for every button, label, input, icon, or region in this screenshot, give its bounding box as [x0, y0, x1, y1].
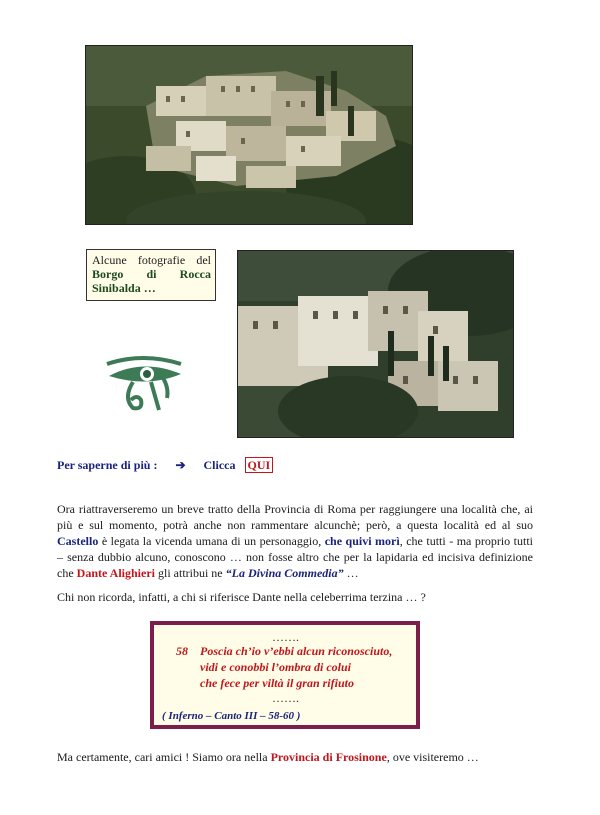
arrow-right-icon: ➔ [175, 458, 186, 472]
top-photo [85, 45, 413, 225]
paragraph-question: Chi non ricorda, infatti, a chi si riferisce Dante nella celeberrima terzina … ? [57, 590, 426, 604]
commedia-text: “La Divina Commedia” [225, 566, 344, 580]
caption-text: Alcune fotografie del [92, 253, 211, 267]
caption-di: di [146, 267, 157, 281]
verse-number: 58 [176, 644, 188, 658]
para1-text-4: gli attribui ne [154, 566, 226, 580]
paragraph-intro [57, 501, 533, 581]
more-info-label: Per saperne di più : [57, 458, 158, 472]
quote-reference: ( Inferno – Canto III – 58-60 ) [162, 710, 301, 722]
paragraph-frosinone [57, 749, 533, 765]
bottom-photo [237, 250, 514, 438]
dante-quote-box [150, 621, 420, 729]
photo-caption-box [86, 249, 216, 301]
caption-sinibalda: Sinibalda … [92, 281, 156, 295]
caption-rocca: Rocca [179, 267, 211, 281]
para1-text-1: Ora riattraverseremo un breve tratto della Provincia di Roma per raggiungere una località che, ai più e sul momento, potrà anche non rammentare alcunchè; però, a questa località ed al suo [57, 502, 533, 532]
quote-verse [176, 643, 392, 691]
bottom-photo-drawing [238, 251, 513, 437]
quivi-text: che quivi morì [324, 534, 400, 548]
more-info-line [57, 458, 273, 473]
top-photo-drawing [86, 46, 412, 224]
castello-text: Castello [57, 534, 99, 548]
verse-line-2: vidi e conobbi l’ombra di colui [200, 660, 351, 674]
para1-text-5: … [343, 566, 359, 580]
verse-line-1: Poscia ch’io v’ebbi alcun riconosciuto, [200, 644, 393, 658]
quote-dots-bottom: ……. [272, 691, 299, 705]
click-label: Clicca [203, 458, 236, 472]
eye-of-horus-icon [103, 354, 185, 414]
provincia-text: Provincia di Frosinone [270, 750, 387, 764]
qui-link[interactable]: QUI [245, 457, 274, 473]
para1-text-3: , che tutti - ma proprio tutti – senza dubbio alcuno, conoscono … non fosse altro che per la lapidaria ed incisiva definizione che [57, 534, 534, 580]
quote-dots-top: ……. [272, 630, 299, 644]
para3-text-1: Ma certamente, cari amici ! Siamo ora nella [57, 750, 271, 764]
para1-text-2: è legata la vicenda umana di un personaggio, [98, 534, 325, 548]
verse-line-3: che fece per viltà il gran rifiuto [200, 676, 354, 690]
caption-borgo: Borgo [92, 267, 124, 281]
para3-text-2: , ove visiteremo … [386, 750, 479, 764]
dante-text: Dante Alighieri [76, 566, 155, 580]
